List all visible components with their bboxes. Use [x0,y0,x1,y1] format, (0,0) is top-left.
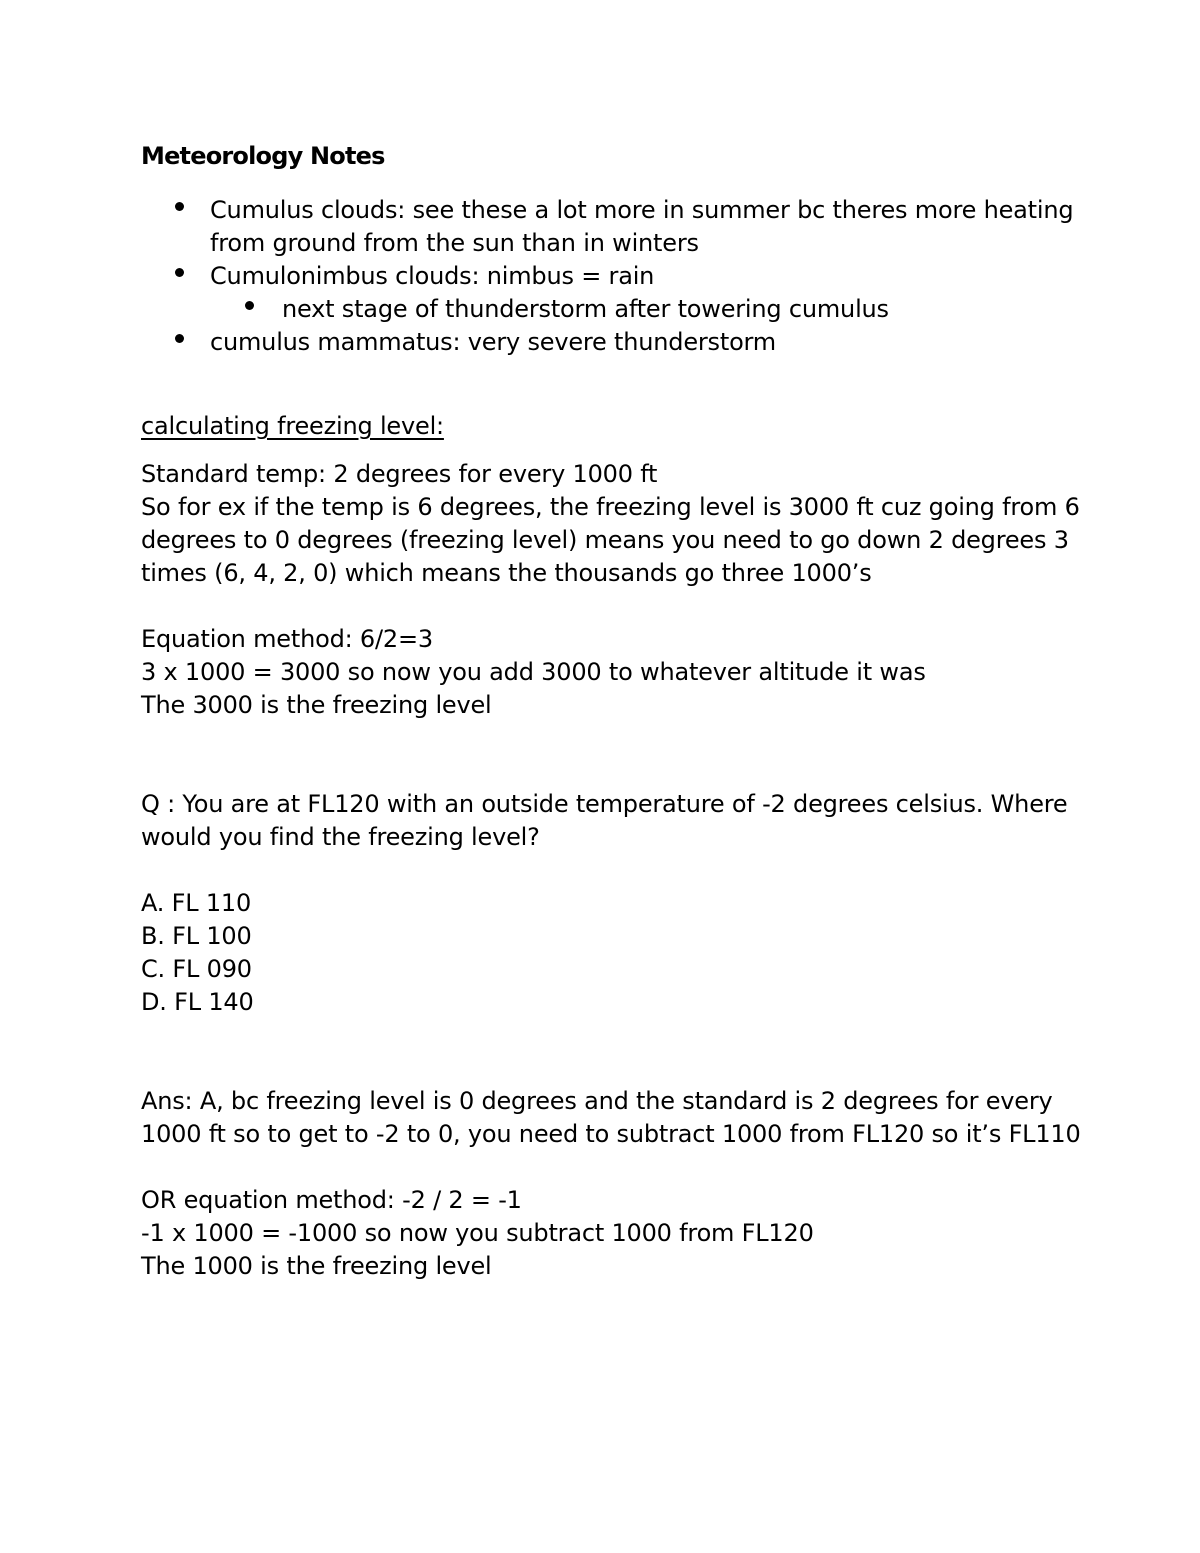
answer-text: Ans: A, bc freezing level is 0 degrees and the standard is 2 degrees for every 1000 ft so to get to -2 to 0, you need to subtract 1000 from FL120 so it’s FL110 [141,1087,1081,1148]
equation-block [141,623,1081,722]
document-page [141,140,1081,1283]
or-equation-line: OR equation method: -2 / 2 = -1 [141,1186,522,1214]
equation-line: Equation method: 6/2=3 [141,625,433,653]
standard-example-line: So for ex if the temp is 6 degrees, the freezing level is 3000 ft cuz going from 6 degrees to 0 degrees (freezing level) means you need to go down 2 degrees 3 times (6, 4, 2, 0) which means the thousands go three 1000’s [141,493,1080,587]
option-a: A. FL 110 [141,889,252,917]
question-text: Q : You are at FL120 with an outside temperature of -2 degrees celsius. Where would you find the freezing level? [141,790,1068,851]
freezing-level-heading: calculating freezing level: [141,412,444,440]
or-equation-line: The 1000 is the freezing level [141,1252,492,1280]
or-equation-line: -1 x 1000 = -1000 so now you subtract 1000 from FL120 [141,1219,814,1247]
cloud-notes-list [141,194,1081,359]
document-title: Meteorology Notes [141,142,385,170]
list-item [141,293,1081,326]
standard-temp-block [141,458,1081,590]
bullet-icon [245,301,254,310]
equation-line: The 3000 is the freezing level [141,691,492,719]
option-b: B. FL 100 [141,922,252,950]
list-item-text: Cumulus clouds: see these a lot more in summer bc theres more heating from ground from the sun than in winters [210,196,1074,257]
bullet-icon [175,268,184,277]
or-equation-block [141,1184,1081,1283]
equation-line: 3 x 1000 = 3000 so now you add 3000 to whatever altitude it was [141,658,926,686]
standard-temp-line: Standard temp: 2 degrees for every 1000 ft [141,460,658,488]
list-item-text: Cumulonimbus clouds: nimbus = rain [210,262,655,290]
option-d: D. FL 140 [141,988,254,1016]
list-item [141,326,1081,359]
answer-options [141,887,1081,1019]
list-item-text: cumulus mammatus: very severe thunderstorm [210,328,776,356]
list-item-text: next stage of thunderstorm after towering cumulus [282,295,889,323]
list-item [141,194,1081,260]
option-c: C. FL 090 [141,955,252,983]
bullet-icon [175,334,184,343]
list-item [141,260,1081,293]
bullet-icon [175,202,184,211]
